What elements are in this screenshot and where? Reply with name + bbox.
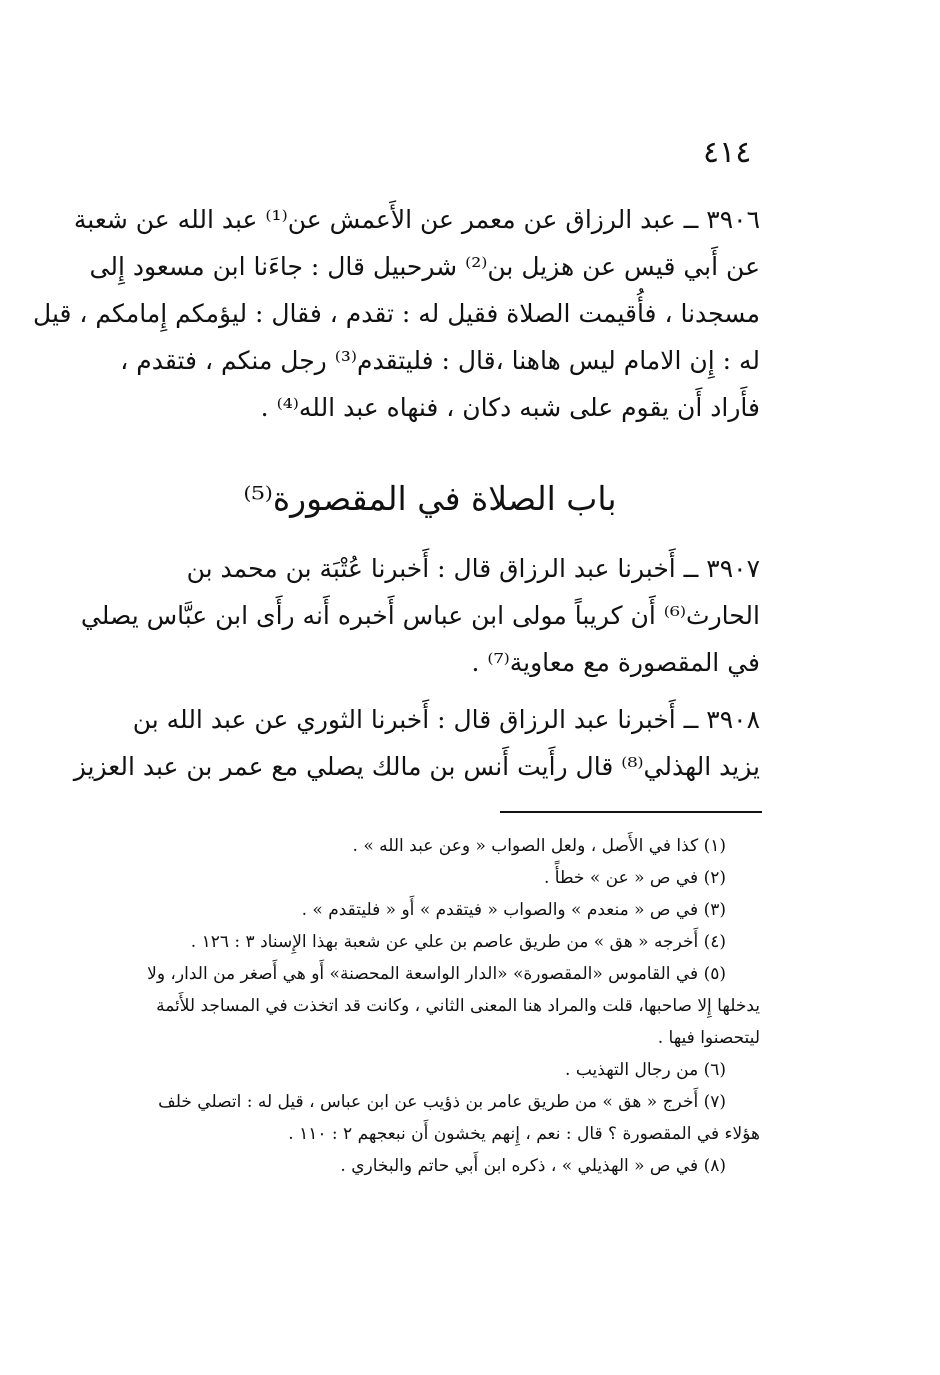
footnote-separator	[500, 811, 762, 813]
footnote-line: (٥) في القاموس «المقصورة» «الدار الواسعة المحصنة» أَو هي أَصغر من الدار، ولا	[147, 964, 726, 984]
hadith-paragraph-3906	[33, 196, 760, 431]
footnote-8	[98, 1150, 760, 1182]
footnote-5	[98, 958, 760, 1054]
footnote-line: (٦) من رجال التهذيب .	[565, 1060, 726, 1080]
text-line: ٣٩٠٧ ــ أَخبرنا عبد الرزاق قال : أَخبرنا عُتْبَة بن محمد بن	[186, 554, 760, 583]
footnotes	[98, 830, 760, 1182]
hadith-paragraph-3907	[80, 545, 760, 686]
chapter-heading: باب الصلاة في المقصورة⁽⁵⁾	[243, 479, 617, 518]
text-line: يزيد الهذلي⁽⁸⁾ قال رأَيت أَنس بن مالك يصلي مع عمر بن عبد العزيز	[73, 752, 760, 781]
text-line: مسجدنا ، فأُقيمت الصلاة فقيل له : تقدم ، فقال : ليؤمكم إِمامكم ، قيل	[33, 299, 760, 328]
text-line: فأَراد أَن يقوم على شبه دكان ، فنهاه عبد الله⁽⁴⁾ .	[260, 393, 760, 422]
footnote-line: ليتحصنوا فيها .	[657, 1028, 760, 1048]
text-line: في المقصورة مع معاوية⁽⁷⁾ .	[471, 648, 760, 677]
footnote-line: (٨) في ص « الهذيلي » ، ذكره ابن أَبي حاتم والبخاري .	[340, 1156, 726, 1176]
footnote-line: (٤) أَخرجه « هق » من طريق عاصم بن علي عن شعبة بهذا الإِسناد ٣ : ١٢٦ .	[190, 932, 726, 952]
footnote-line: (٣) في ص « منعدم » والصواب « فيتقدم » أَو « فليتقدم » .	[301, 900, 726, 920]
footnote-line: (٢) في ص « عن » خطأً .	[543, 868, 726, 888]
hadith-paragraph-3908	[73, 696, 760, 790]
page-number: ٤١٤	[703, 135, 752, 170]
text-line: ٣٩٠٨ ــ أَخبرنا عبد الرزاق قال : أَخبرنا الثوري عن عبد الله بن	[132, 705, 760, 734]
text-line: له : إِن الامام ليس هاهنا ،قال : فليتقدم⁽³⁾ رجل منكم ، فتقدم ،	[120, 346, 760, 375]
footnote-7	[98, 1086, 760, 1150]
footnote-3	[98, 894, 760, 926]
footnote-line: يدخلها إِلا صاحبها، قلت والمراد هنا المعنى الثاني ، وكانت قد اتخذت في المساجد للأَئمة	[156, 996, 760, 1016]
text-line: ٣٩٠٦ ــ عبد الرزاق عن معمر عن الأَعمش عن⁽¹⁾ عبد الله عن شعبة	[73, 205, 760, 234]
footnote-4	[98, 926, 760, 958]
text-line: عن أَبي قيس عن هزيل بن⁽²⁾ شرحبيل قال : جاءَنا ابن مسعود إِلى	[89, 252, 760, 281]
footnote-line: (١) كذا في الأَصل ، ولعل الصواب « وعن عبد الله » .	[352, 836, 726, 856]
footnote-line: هؤلاء في المقصورة ؟ قال : نعم ، إِنهم يخشون أَن نبعجهم ٢ : ١١٠ .	[288, 1124, 760, 1144]
footnote-1	[98, 830, 760, 862]
footnote-line: (٧) أَخرج « هق » من طريق عامر بن ذؤيب عن ابن عباس ، قيل له : اتصلي خلف	[158, 1092, 726, 1112]
text-line: الحارث⁽⁶⁾ أَن كريباً مولى ابن عباس أَخبره أَنه رأَى ابن عبَّاس يصلي	[80, 601, 760, 630]
footnote-6	[98, 1054, 760, 1086]
footnote-2	[98, 862, 760, 894]
